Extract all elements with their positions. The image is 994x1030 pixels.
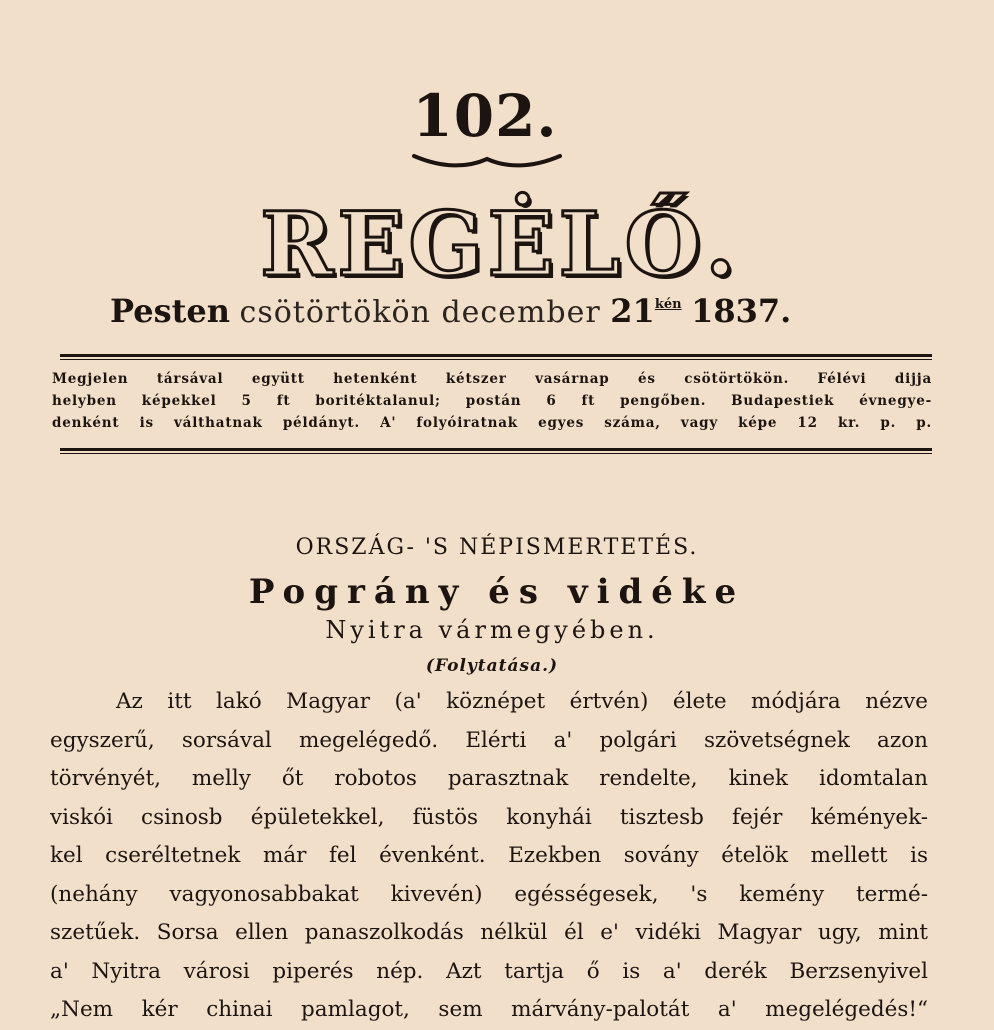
continued-note: (Folytatása.) [425,656,559,676]
top-divider [60,354,932,360]
body-line: (nehány vagyonosabbakat kivevén) egésségesek, 's kemény termé- [50,881,928,907]
body-line: kel cseréltetnek már fel évenként. Ezekben sovány ételök mellett is [50,843,928,868]
body-line: viskói csinosb épületekkel, füstös konyhái tisztesb fejér kémények- [50,804,928,830]
ornamental-flourish [412,150,562,170]
article-title: Pográny és vidéke [248,572,746,612]
body-line: törvényét, melly őt robotos parasztnak rendelte, kinek idomtalan [50,766,928,791]
body-line: egyszerű, sorsával megelégedő. Elérti a' polgári szövetségnek azon [50,727,928,753]
notice-line: denként is válthatnak példányt. A' folyóiratnak egyes száma, vagy képe 12 kr. p. p. [52,415,932,431]
section-title: ORSZÁG- 'S NÉPISMERTETÉS. [295,535,699,560]
notice-line: helyben képekkel 5 ft boritéktalanul; postán 6 ft pengőben. Budapestiek évnegye- [52,393,932,409]
notice-line: Megjelen társával együtt hetenként kétszer vasárnap és csötörtökön. Félévi dijja [52,371,932,387]
dateline [110,292,890,330]
dateline-year: 1837. [691,292,792,330]
dateline-weekday-month: csötörtökön december [239,295,601,330]
masthead-title: REGĖLŐ. [260,192,740,296]
dateline-day: 21 [610,292,655,330]
dateline-place: Pesten [110,292,230,330]
subscription-notice [52,368,932,434]
article-body [50,683,928,1030]
article-subtitle: Nyitra vármegyében. [325,616,659,644]
body-line: „Nem kér chinai pamlagot, sem márvány-palotát a' megelégedés!“ [50,997,928,1022]
body-line: Az itt lakó Magyar (a' köznépet értvén) élete módjára nézve [116,689,928,714]
dateline-day-suffix: kén [654,297,682,312]
issue-number: 102. [412,82,558,150]
bottom-divider [60,448,932,454]
body-line: a' Nyitra városi piperés nép. Azt tartja ő is a' derék Berzsenyivel [50,958,928,984]
body-line: szetűek. Sorsa ellen panaszolkodás nélkül él e' vidéki Magyar ugy, mint [50,920,928,945]
